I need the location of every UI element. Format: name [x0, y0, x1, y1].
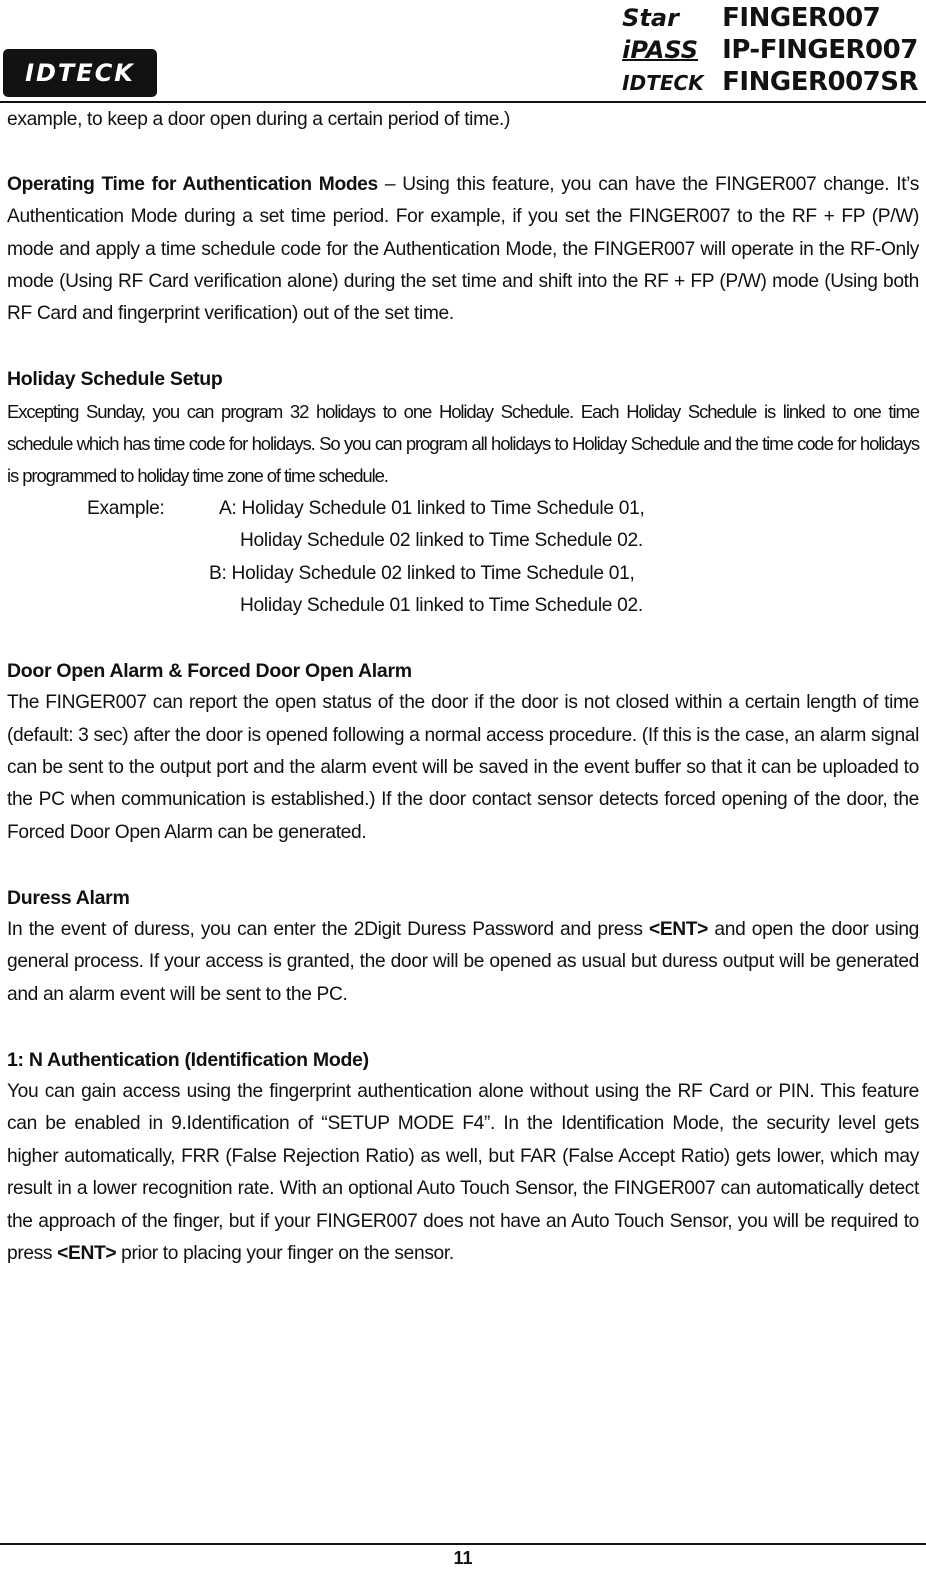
- identification-mode-body: [7, 1076, 919, 1270]
- idteck-logo: IDTECK: [3, 49, 157, 97]
- product-line-idteck: [622, 66, 918, 98]
- example-row-a1: [7, 493, 919, 525]
- product-model: IP-FINGER007: [722, 35, 918, 65]
- page-header: [0, 0, 926, 104]
- operating-time-paragraph: [7, 169, 919, 331]
- example-b-line1: B: Holiday Schedule 02 linked to Time Schedule 01,: [209, 562, 635, 584]
- operating-time-title: Operating Time for Authentication Modes: [7, 173, 378, 195]
- example-row-a2: [7, 525, 919, 557]
- identification-text-2: prior to placing your finger on the sensor.: [116, 1243, 454, 1265]
- product-lines: [622, 2, 918, 98]
- holiday-schedule-body: Excepting Sunday, you can program 32 holidays to one Holiday Schedule. Each Holiday Schedule is linked to one time schedule which has time code for holidays. So you can program all holidays to Holiday Schedule and the time code for holidays is programmed to holiday time zone of time schedule.: [7, 400, 919, 487]
- duress-text-1: In the event of duress, you can enter the 2Digit Duress Password and press: [7, 919, 649, 941]
- holiday-schedule-heading: Holiday Schedule Setup: [7, 368, 223, 391]
- operating-time-body: – Using this feature, you can have the FINGER007 change. It’s Authentication Mode during a set time period. For example, if you set the FINGER007 to the RF + FP (P/W) mode and apply a time schedule code for the Authentication Mode, the FINGER007 will operate in the RF-Only mode (Using RF Card verification alone) during the set time and shift into the RF + FP (P/W) mode (Using both RF Card and fingerprint verification) out of the set time.: [7, 173, 919, 325]
- example-a-line2: Holiday Schedule 02 linked to Time Schedule 02.: [240, 530, 643, 552]
- intro-continuation: example, to keep a door open during a certain period of time.): [7, 109, 511, 130]
- product-model: FINGER007: [722, 3, 881, 33]
- example-row-b1: [7, 558, 919, 590]
- footer-divider: [0, 1543, 926, 1545]
- identification-mode-heading: 1: N Authentication (Identification Mode): [7, 1048, 369, 1071]
- example-label: Example:: [87, 497, 165, 519]
- ipass-brand-logo: iPASS: [622, 36, 699, 64]
- star-brand-logo: Star: [622, 4, 679, 32]
- door-alarm-heading: Door Open Alarm & Forced Door Open Alarm: [7, 659, 412, 682]
- page-content: [7, 104, 919, 1270]
- identification-text-1: You can gain access using the fingerprint authentication alone without using the RF Card or PIN. This feature can be enabled in 9.Identification of “SETUP MODE F4”. In the Identification Mode, the security level gets higher automatically, FRR (False Rejection Ratio) as well, but FAR (False Accept Ratio) gets lower, which may result in a lower recognition rate. With an optional Auto Touch Sensor, the FINGER007 can automatically detect the approach of the finger, but if your FINGER007 does not have an Auto Touch Sensor, you will be required to press: [7, 1081, 919, 1265]
- enter-key-label: <ENT>: [648, 919, 709, 941]
- example-b-line2: Holiday Schedule 01 linked to Time Schedule 02.: [240, 595, 643, 617]
- header-divider: [0, 101, 926, 103]
- example-row-b2: [7, 590, 919, 622]
- duress-alarm-heading: Duress Alarm: [7, 886, 130, 909]
- duress-alarm-body: [7, 914, 919, 1011]
- product-line-star: [622, 2, 918, 34]
- product-line-ipass: [622, 34, 918, 66]
- example-a-line1: A: Holiday Schedule 01 linked to Time Schedule 01,: [219, 497, 645, 519]
- door-alarm-body: The FINGER007 can report the open status of the door if the door is not closed within a certain length of time (default: 3 sec) after the door is opened following a normal access procedure. (If this is the case, an alarm signal can be sent to the output port and the alarm event will be saved in the event buffer so that it can be uploaded to the PC when communication is established.) If the door contact sensor detects forced opening of the door, the Forced Door Open Alarm can be generated.: [7, 692, 919, 843]
- product-model: FINGER007SR: [722, 67, 918, 97]
- idteck-brand-logo: IDTECK: [622, 71, 704, 95]
- enter-key-label: <ENT>: [57, 1243, 117, 1265]
- duress-text-2: and open the door using general process. If your access is granted, the door will be opened as usual but duress output will be generated and an alarm event will be sent to the PC.: [7, 919, 919, 1005]
- page-number: 11: [453, 1548, 473, 1568]
